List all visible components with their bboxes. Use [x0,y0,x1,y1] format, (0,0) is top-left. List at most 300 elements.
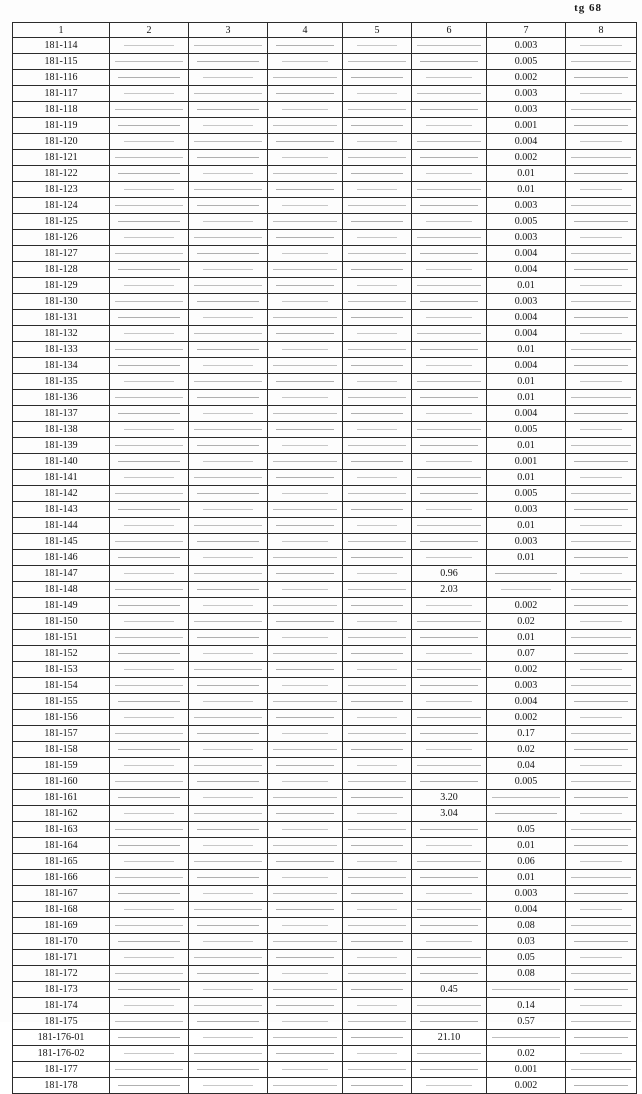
row-id-cell: 181-131 [13,310,110,326]
row-value-cell-3 [189,294,268,310]
scan-artifact [273,941,337,942]
row-value-cell-4 [268,198,343,214]
scan-artifact [203,797,253,798]
row-value-cell-2 [110,886,189,902]
row-id-cell: 181-162 [13,806,110,822]
table-row [13,774,637,790]
scan-artifact [574,365,628,366]
scan-artifact [197,541,259,542]
row-value-cell-3 [189,678,268,694]
row-id-cell: 181-147 [13,566,110,582]
row-value-cell-3 [189,150,268,166]
row-id-cell: 181-116 [13,70,110,86]
scan-artifact [351,173,403,174]
scan-artifact [124,93,174,94]
scan-artifact [194,45,262,46]
scan-artifact [118,365,180,366]
row-value-cell-3 [189,134,268,150]
row-value-cell-5 [343,934,412,950]
scan-artifact [420,397,478,398]
row-id-cell: 181-155 [13,694,110,710]
row-value-cell-7: 0.14 [487,998,566,1014]
scan-artifact [357,1005,397,1006]
row-value-cell-5 [343,774,412,790]
scan-artifact [118,605,180,606]
scan-artifact [580,957,622,958]
scan-artifact [348,685,406,686]
row-value-cell-8 [566,822,637,838]
row-value-cell-4 [268,726,343,742]
scan-artifact [197,61,259,62]
row-id-cell: 181-124 [13,198,110,214]
scan-artifact [351,797,403,798]
scan-artifact [273,365,337,366]
row-value-cell-8 [566,902,637,918]
scan-artifact [420,205,478,206]
table-row [13,70,637,86]
scan-artifact [348,589,406,590]
table-row [13,422,637,438]
table-row [13,390,637,406]
scan-artifact [282,205,328,206]
row-value-cell-3 [189,470,268,486]
row-value-cell-7: 0.004 [487,134,566,150]
scan-artifact [571,61,631,62]
row-value-cell-8 [566,1046,637,1062]
row-value-cell-8 [566,790,637,806]
scan-artifact [571,253,631,254]
scan-artifact [574,509,628,510]
scan-artifact [574,605,628,606]
scan-artifact [571,685,631,686]
scan-artifact [351,461,403,462]
row-value-cell-7: 0.01 [487,550,566,566]
scan-artifact [420,493,478,494]
scan-artifact [580,93,622,94]
scan-artifact [348,733,406,734]
scan-artifact [574,989,628,990]
scan-artifact [420,973,478,974]
scan-artifact [357,573,397,574]
scan-artifact [420,925,478,926]
row-value-cell-8 [566,374,637,390]
row-value-cell-8 [566,870,637,886]
row-value-cell-6 [412,134,487,150]
table-row [13,694,637,710]
scan-artifact [203,413,253,414]
scan-artifact [357,45,397,46]
scan-artifact [115,397,183,398]
row-id-cell: 181-126 [13,230,110,246]
scan-artifact [417,669,481,670]
row-value-cell-7: 0.01 [487,342,566,358]
row-value-cell-3 [189,38,268,54]
scan-artifact [426,893,472,894]
scan-artifact [203,845,253,846]
row-id-cell: 181-169 [13,918,110,934]
row-value-cell-3 [189,566,268,582]
scan-artifact [276,813,334,814]
row-id-cell: 181-139 [13,438,110,454]
row-value-cell-3 [189,198,268,214]
scan-artifact [118,461,180,462]
table-row [13,374,637,390]
table-row [13,758,637,774]
row-id-cell: 181-175 [13,1014,110,1030]
scan-artifact [426,509,472,510]
scan-artifact [282,61,328,62]
table-row [13,294,637,310]
row-value-cell-2 [110,214,189,230]
row-value-cell-6 [412,758,487,774]
row-value-cell-7: 0.01 [487,438,566,454]
row-id-cell: 181-122 [13,166,110,182]
scan-artifact [574,269,628,270]
scan-artifact [282,925,328,926]
scan-artifact [118,317,180,318]
scan-artifact [194,333,262,334]
scan-artifact [574,749,628,750]
scan-artifact [571,637,631,638]
scan-artifact [426,173,472,174]
row-value-cell-2 [110,662,189,678]
scan-artifact [118,845,180,846]
row-value-cell-2 [110,1062,189,1078]
row-value-cell-7: 0.005 [487,486,566,502]
row-value-cell-8 [566,486,637,502]
row-value-cell-4 [268,806,343,822]
row-id-cell: 181-120 [13,134,110,150]
row-value-cell-6 [412,742,487,758]
row-value-cell-6 [412,470,487,486]
row-value-cell-4 [268,486,343,502]
table-row [13,166,637,182]
row-value-cell-7: 0.01 [487,838,566,854]
scan-artifact [357,525,397,526]
row-value-cell-4 [268,694,343,710]
scan-artifact [417,717,481,718]
row-value-cell-4 [268,710,343,726]
row-value-cell-8 [566,726,637,742]
scan-artifact [124,45,174,46]
row-value-cell-3 [189,326,268,342]
scan-artifact [194,573,262,574]
table-row [13,182,637,198]
scan-artifact [282,685,328,686]
scan-artifact [580,765,622,766]
row-value-cell-8 [566,166,637,182]
scan-artifact [574,845,628,846]
scan-artifact [426,941,472,942]
scan-artifact [420,781,478,782]
row-value-cell-4 [268,1062,343,1078]
row-value-cell-4 [268,230,343,246]
row-value-cell-4 [268,326,343,342]
row-value-cell-4 [268,470,343,486]
scan-artifact [571,589,631,590]
scan-artifact [124,189,174,190]
row-id-cell: 181-137 [13,406,110,422]
scan-artifact [351,77,403,78]
row-value-cell-2 [110,950,189,966]
scan-artifact [276,285,334,286]
scan-artifact [580,1005,622,1006]
row-value-cell-5 [343,1030,412,1046]
row-value-cell-3 [189,918,268,934]
scan-artifact [501,589,551,590]
row-value-cell-8 [566,278,637,294]
row-value-cell-5 [343,262,412,278]
row-value-cell-5 [343,246,412,262]
row-value-cell-3 [189,406,268,422]
row-value-cell-5 [343,646,412,662]
scan-artifact [118,269,180,270]
scan-artifact [276,1053,334,1054]
row-value-cell-4 [268,838,343,854]
row-value-cell-6 [412,262,487,278]
row-value-cell-8 [566,358,637,374]
scan-artifact [571,1069,631,1070]
row-value-cell-5 [343,550,412,566]
row-value-cell-3 [189,790,268,806]
row-value-cell-7: 0.01 [487,182,566,198]
row-value-cell-6 [412,918,487,934]
scan-artifact [124,333,174,334]
scan-artifact [124,477,174,478]
scan-artifact [348,637,406,638]
row-value-cell-7: 0.004 [487,406,566,422]
column-header-7: 7 [487,23,566,38]
row-value-cell-7: 0.003 [487,886,566,902]
scan-artifact [574,317,628,318]
scan-artifact [420,349,478,350]
scan-artifact [580,621,622,622]
row-value-cell-6 [412,38,487,54]
scan-artifact [273,1085,337,1086]
row-value-cell-2 [110,518,189,534]
table-row [13,54,637,70]
scan-artifact [273,77,337,78]
row-value-cell-8 [566,198,637,214]
row-value-cell-4 [268,358,343,374]
scan-artifact [348,349,406,350]
row-value-cell-8 [566,326,637,342]
row-value-cell-8 [566,582,637,598]
row-value-cell-2 [110,102,189,118]
row-value-cell-6 [412,1078,487,1094]
scan-artifact [115,781,183,782]
row-value-cell-2 [110,486,189,502]
scan-artifact [426,749,472,750]
row-value-cell-7: 0.01 [487,870,566,886]
row-value-cell-4 [268,1078,343,1094]
row-value-cell-7: 0.002 [487,662,566,678]
row-value-cell-3 [189,70,268,86]
scan-artifact [420,1069,478,1070]
scan-artifact [420,829,478,830]
scan-artifact [197,253,259,254]
scan-artifact [580,573,622,574]
row-value-cell-2 [110,502,189,518]
row-id-cell: 181-125 [13,214,110,230]
scan-artifact [426,461,472,462]
row-value-cell-7: 0.01 [487,518,566,534]
row-value-cell-4 [268,934,343,950]
row-value-cell-6: 3.20 [412,790,487,806]
scan-artifact [417,765,481,766]
row-value-cell-7: 0.003 [487,86,566,102]
row-value-cell-4 [268,678,343,694]
scan-artifact [571,349,631,350]
row-value-cell-6 [412,118,487,134]
row-value-cell-2 [110,1046,189,1062]
row-value-cell-6 [412,86,487,102]
row-value-cell-4 [268,662,343,678]
table-row [13,1046,637,1062]
scan-artifact [273,749,337,750]
row-value-cell-2 [110,582,189,598]
row-value-cell-7: 0.003 [487,102,566,118]
scan-artifact [348,157,406,158]
row-value-cell-7: 0.001 [487,118,566,134]
row-value-cell-8 [566,886,637,902]
scan-artifact [492,1037,560,1038]
row-value-cell-3 [189,614,268,630]
scan-artifact [124,141,174,142]
row-value-cell-2 [110,326,189,342]
row-value-cell-6 [412,374,487,390]
row-value-cell-5 [343,662,412,678]
scan-artifact [571,205,631,206]
scan-artifact [197,493,259,494]
scan-artifact [574,77,628,78]
scan-artifact [492,797,560,798]
scan-artifact [574,1085,628,1086]
table-row [13,326,637,342]
table-row [13,726,637,742]
scan-artifact [348,61,406,62]
scan-artifact [348,925,406,926]
scan-artifact [580,333,622,334]
row-value-cell-8 [566,694,637,710]
scan-artifact [420,109,478,110]
scan-artifact [420,637,478,638]
scan-artifact [417,621,481,622]
scan-artifact [580,669,622,670]
row-id-cell: 181-140 [13,454,110,470]
row-value-cell-7 [487,566,566,582]
row-value-cell-3 [189,950,268,966]
row-value-cell-2 [110,150,189,166]
row-value-cell-2 [110,630,189,646]
scan-artifact [197,829,259,830]
scan-artifact [282,637,328,638]
table-row [13,950,637,966]
row-value-cell-7: 0.001 [487,1062,566,1078]
table-row [13,806,637,822]
table-row [13,1062,637,1078]
row-value-cell-4 [268,950,343,966]
scan-artifact [426,605,472,606]
scan-artifact [115,637,183,638]
row-value-cell-4 [268,438,343,454]
row-value-cell-5 [343,710,412,726]
row-value-cell-5 [343,38,412,54]
row-value-cell-6 [412,150,487,166]
table-row [13,918,637,934]
row-value-cell-6 [412,934,487,950]
row-value-cell-8 [566,70,637,86]
row-value-cell-2 [110,1078,189,1094]
scan-artifact [282,109,328,110]
scan-artifact [580,525,622,526]
scan-artifact [276,381,334,382]
row-value-cell-5 [343,742,412,758]
scan-artifact [276,621,334,622]
scan-artifact [203,269,253,270]
row-value-cell-6 [412,230,487,246]
scan-artifact [495,813,557,814]
row-id-cell: 181-121 [13,150,110,166]
row-value-cell-2 [110,118,189,134]
scan-artifact [273,125,337,126]
row-value-cell-3 [189,486,268,502]
row-value-cell-7: 0.05 [487,822,566,838]
table-row [13,342,637,358]
scan-artifact [203,77,253,78]
row-value-cell-6 [412,438,487,454]
row-value-cell-3 [189,966,268,982]
row-value-cell-5 [343,326,412,342]
row-value-cell-5 [343,758,412,774]
row-value-cell-5 [343,1046,412,1062]
row-value-cell-5 [343,598,412,614]
scan-artifact [118,749,180,750]
scan-artifact [417,1005,481,1006]
scan-artifact [124,717,174,718]
scan-artifact [357,669,397,670]
row-value-cell-7: 0.004 [487,326,566,342]
row-value-cell-2 [110,454,189,470]
scan-artifact [197,205,259,206]
row-value-cell-4 [268,134,343,150]
scan-artifact [115,301,183,302]
scan-artifact [203,173,253,174]
data-table [12,22,637,1094]
scan-artifact [282,877,328,878]
scan-artifact [420,685,478,686]
row-value-cell-6 [412,310,487,326]
row-value-cell-7: 0.01 [487,630,566,646]
scan-artifact [348,253,406,254]
scan-artifact [203,365,253,366]
scan-artifact [276,429,334,430]
scan-artifact [276,1005,334,1006]
row-value-cell-3 [189,118,268,134]
scan-artifact [420,541,478,542]
table-row [13,150,637,166]
row-value-cell-5 [343,902,412,918]
row-value-cell-4 [268,518,343,534]
row-value-cell-8 [566,86,637,102]
scan-artifact [273,557,337,558]
column-header-5: 5 [343,23,412,38]
table-row [13,1030,637,1046]
row-value-cell-4 [268,534,343,550]
row-value-cell-7: 0.004 [487,694,566,710]
scan-artifact [357,429,397,430]
row-value-cell-5 [343,454,412,470]
